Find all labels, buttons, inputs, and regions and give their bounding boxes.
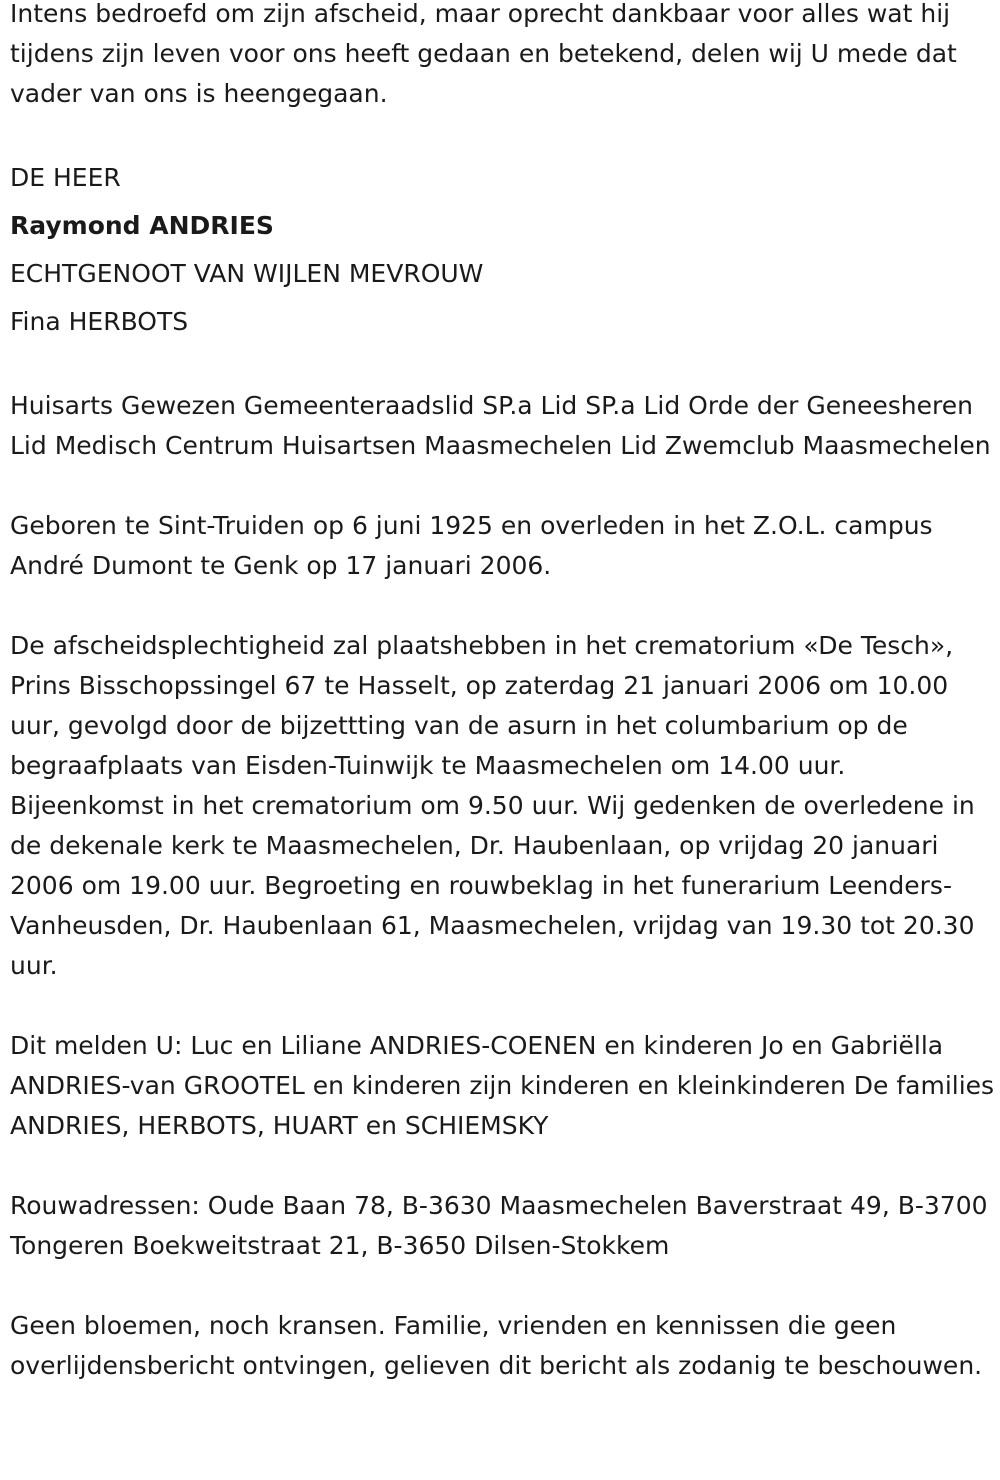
spacer xyxy=(10,586,1000,626)
ceremony-paragraph: De afscheidsplechtigheid zal plaatshebben in het crematorium «De Tesch», Prins Bisschopssingel 67 te Hasselt, op zaterdag 21 januari 2006 om 10.00 uur, gevolgd door de bijzettting van de asurn in het columbarium op de begraafplaats van Eisden-Tuinwijk te Maasmechelen om 14.00 uur. Bijeenkomst in het crematorium om 9.50 uur. Wij gedenken de overledene in de dekenale kerk te Maasmechelen, Dr. Haubenlaan, op vrijdag 20 januari 2006 om 19.00 uur. Begroeting en rouwbeklag in het funerarium Leenders-Vanheusden, Dr. Haubenlaan 61, Maasmechelen, vrijdag van 19.30 tot 20.30 uur. xyxy=(10,631,975,980)
announcers-paragraph: Dit melden U: Luc en Liliane ANDRIES-COENEN en kinderen Jo en Gabriëlla ANDRIES-van GROOTEL en kinderen zijn kinderen en kleinkinderen De families ANDRIES, HERBOTS, HUART en SCHIEMSKY xyxy=(10,1031,995,1140)
spacer xyxy=(10,114,1000,154)
spacer xyxy=(10,986,1000,1026)
deceased-name: Raymond ANDRIES xyxy=(10,211,274,240)
spacer xyxy=(10,1146,1000,1186)
addresses-paragraph: Rouwadressen: Oude Baan 78, B-3630 Maasmechelen Baverstraat 49, B-3700 Tongeren Boekweitstraat 21, B-3650 Dilsen-Stokkem xyxy=(10,1191,988,1260)
spacer xyxy=(10,346,1000,386)
title-line: DE HEER xyxy=(10,163,121,192)
spouse-name: Fina HERBOTS xyxy=(10,307,189,336)
spacer xyxy=(10,1266,1000,1306)
spacer xyxy=(10,466,1000,506)
closing-paragraph: Geen bloemen, noch kransen. Familie, vrienden en kennissen die geen overlijdensbericht ontvingen, gelieven dit bericht als zodanig te beschouwen. xyxy=(10,1311,983,1380)
spouse-label: ECHTGENOOT VAN WIJLEN MEVROUW xyxy=(10,259,484,288)
birth-death-paragraph: Geboren te Sint-Truiden op 6 juni 1925 en overleden in het Z.O.L. campus André Dumont te Genk op 17 januari 2006. xyxy=(10,511,933,580)
functions-paragraph: Huisarts Gewezen Gemeenteraadslid SP.a Lid SP.a Lid Orde der Geneesheren Lid Medisch Centrum Huisartsen Maasmechelen Lid Zwemclub Maasmechelen xyxy=(10,391,991,460)
intro-paragraph: Intens bedroefd om zijn afscheid, maar oprecht dankbaar voor alles wat hij tijdens zijn leven voor ons heeft gedaan en betekend, delen wij U mede dat vader van ons is heengegaan. xyxy=(10,0,957,108)
